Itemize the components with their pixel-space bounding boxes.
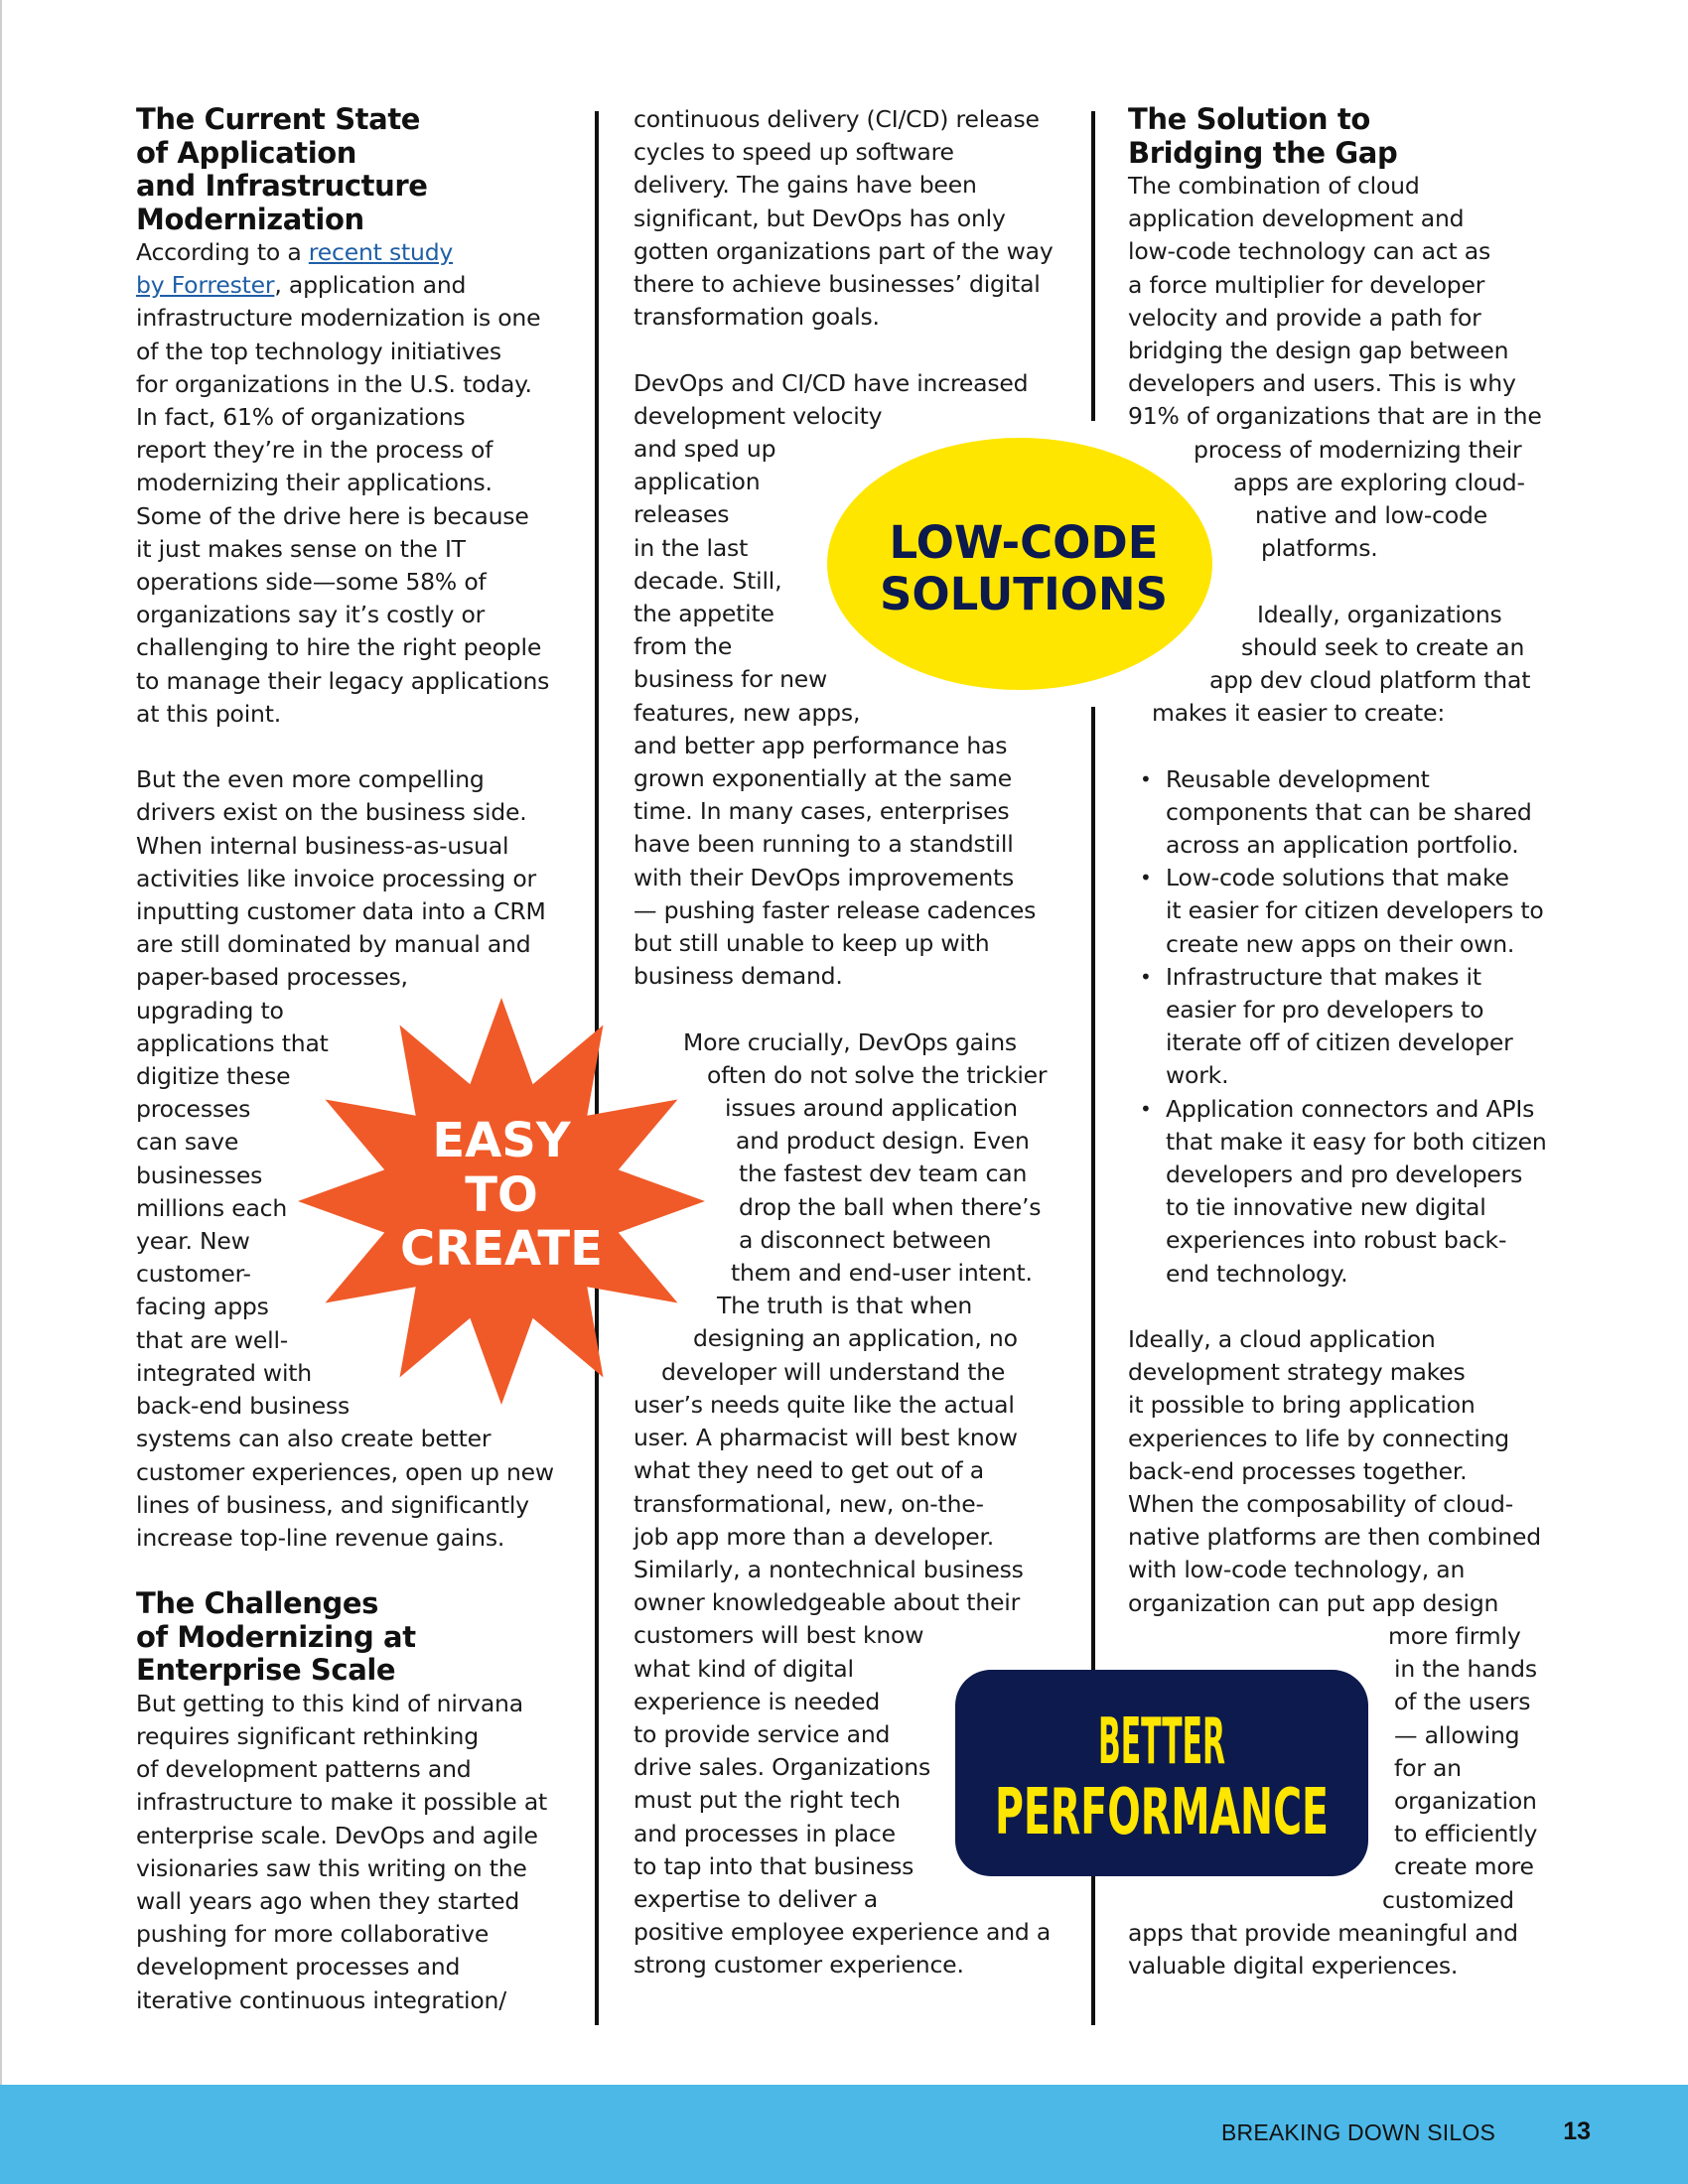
text-line: that make it easy for both citizen: [1166, 1127, 1547, 1156]
text-line: transformation goals.: [633, 303, 880, 332]
text-line: transformational, new, on-the-: [633, 1489, 984, 1518]
text-line: at this point.: [136, 699, 282, 728]
heading-line: Bridging the Gap: [1128, 135, 1398, 170]
page-edge: [0, 0, 2, 2085]
text-line: create new apps on their own.: [1166, 929, 1515, 958]
text-line: iterative continuous integration/: [136, 1985, 506, 2014]
text-line: with their DevOps improvements: [633, 863, 1015, 891]
text-line: and processes in place: [633, 1819, 896, 1847]
text-line: iterate off of citizen developer: [1166, 1028, 1513, 1057]
heading-challenges: [136, 1587, 563, 1688]
badge-line: CREATE: [400, 1221, 603, 1277]
text-line: significant, but DevOps has only: [633, 204, 1006, 232]
text-line: native and low-code: [1255, 501, 1488, 530]
text-line: year. New: [136, 1227, 250, 1256]
heading-line: Modernization: [136, 202, 364, 236]
text-line: — allowing: [1394, 1720, 1520, 1749]
text-line: back-end processes together.: [1128, 1456, 1468, 1485]
text-line: development processes and: [136, 1953, 461, 1981]
text-line: have been running to a standstill: [633, 830, 1014, 859]
paragraph-cicd: [633, 103, 1070, 334]
text-line: customers will best know: [633, 1621, 924, 1650]
text-line: customized: [1382, 1885, 1514, 1914]
text-line: features, new apps,: [633, 698, 861, 727]
text-line: More crucially, DevOps gains: [683, 1027, 1017, 1056]
text-line: must put the right tech: [633, 1786, 901, 1815]
text-line: velocity and provide a path for: [1128, 303, 1481, 332]
list-item: [1128, 862, 1565, 961]
footer-bar: [0, 2085, 1688, 2184]
text-line: bridging the design gap between: [1128, 337, 1509, 365]
text-line: drop the ball when there’s: [739, 1192, 1042, 1221]
text-line: experience is needed: [633, 1687, 881, 1715]
text-line: digitize these: [136, 1062, 291, 1091]
text-line: valuable digital experiences.: [1128, 1951, 1459, 1979]
text-line: increase top-line revenue gains.: [136, 1523, 505, 1552]
text-line: and sped up: [633, 435, 776, 464]
text-line: businesses: [136, 1160, 263, 1189]
text-line: Some of the drive here is because: [136, 501, 529, 530]
text-line: 91% of organizations that are in the: [1128, 402, 1542, 431]
text-line: that are well-: [136, 1325, 289, 1354]
heading-line: and Infrastructure: [136, 169, 428, 203]
text-line: development strategy makes: [1128, 1358, 1466, 1387]
text-line: cycles to speed up software: [633, 138, 954, 167]
text-line: infrastructure to make it possible at: [136, 1788, 548, 1817]
text-line: processes: [136, 1095, 251, 1124]
text-line: but still unable to keep up with: [633, 929, 990, 958]
text-line: apps are exploring cloud-: [1233, 468, 1525, 496]
text-line: the appetite: [633, 600, 774, 628]
text-line: paper-based processes,: [136, 963, 408, 992]
text-line: modernizing their applications.: [136, 469, 492, 497]
paragraph-challenges: [136, 1688, 563, 2017]
text-line: upgrading to: [136, 996, 284, 1024]
badge-line: BETTER: [1098, 1706, 1225, 1779]
publication-title: BREAKING DOWN SILOS: [1220, 2119, 1495, 2145]
forrester-study-link[interactable]: by Forrester: [136, 271, 275, 300]
text-line: When internal business-as-usual: [136, 831, 509, 860]
text-line: of development patterns and: [136, 1755, 472, 1784]
text-line: to tie innovative new digital: [1166, 1193, 1486, 1222]
heading-line: The Solution to: [1128, 102, 1370, 136]
text-line: operations side—some 58% of: [136, 568, 487, 597]
text-line: • Low-code solutions that make: [1166, 864, 1509, 892]
heading-line: of Application: [136, 135, 357, 170]
text-line: lines of business, and significantly: [136, 1490, 529, 1519]
text-line: continuous delivery (CI/CD) release: [633, 105, 1040, 133]
text-line: and product design. Even: [736, 1127, 1030, 1156]
text-line: app dev cloud platform that: [1209, 666, 1531, 695]
text-line: a force multiplier for developer: [1128, 270, 1485, 299]
text-line: the fastest dev team can: [739, 1160, 1028, 1188]
text-line: makes it easier to create:: [1152, 699, 1446, 728]
text-line: for organizations in the U.S. today.: [136, 369, 532, 398]
text-line: activities like invoice processing or: [136, 864, 537, 892]
text-line: organization can put app design: [1128, 1588, 1499, 1617]
text-line: issues around application: [725, 1094, 1018, 1123]
text-line: pushing for more collaborative: [136, 1920, 490, 1949]
heading-line: of Modernizing at: [136, 1619, 416, 1654]
text-line: When the composability of cloud-: [1128, 1490, 1514, 1519]
text-line: visionaries saw this writing on the: [136, 1853, 527, 1882]
text-line: of the users: [1394, 1688, 1531, 1716]
text-line: DevOps and CI/CD have increased: [633, 368, 1029, 397]
text-line: Ideally, organizations: [1257, 600, 1502, 628]
text-line: time. In many cases, enterprises: [633, 797, 1010, 826]
text-line: development velocity: [633, 401, 883, 430]
text-line: more firmly: [1388, 1621, 1521, 1650]
text-line: organizations say it’s costly or: [136, 601, 486, 629]
badge-line: EASY: [432, 1113, 571, 1168]
text-line: work.: [1166, 1061, 1229, 1090]
paragraph-strategy: [1128, 1323, 1565, 1982]
text-line: in the hands: [1394, 1655, 1537, 1684]
text-line: The combination of cloud: [1128, 172, 1420, 200]
text-line: what kind of digital: [633, 1654, 854, 1683]
text-line: applications that: [136, 1028, 329, 1057]
text-line: can save: [136, 1128, 239, 1157]
text-line: what they need to get out of a: [633, 1456, 984, 1485]
page-number: 13: [1563, 2117, 1591, 2145]
column-divider: [1091, 111, 1095, 421]
heading-line: The Challenges: [136, 1586, 378, 1621]
text-line: it just makes sense on the IT: [136, 534, 466, 563]
text-line: are still dominated by manual and: [136, 930, 531, 959]
bullet-list: [1128, 763, 1565, 1291]
text-line: low-code technology can act as: [1128, 237, 1491, 266]
text-line: gotten organizations part of the way: [633, 236, 1054, 265]
text-line: apps that provide meaningful and: [1128, 1918, 1518, 1947]
text-line: systems can also create better: [136, 1425, 492, 1453]
text-line: user. A pharmacist will best know: [633, 1424, 1018, 1452]
text-line: — pushing faster release cadences: [633, 895, 1037, 924]
text-line: The truth is that when: [717, 1292, 973, 1320]
text-line: developers and pro developers: [1166, 1160, 1523, 1189]
text-line: requires significant rethinking: [136, 1722, 479, 1750]
text-line: challenging to hire the right people: [136, 633, 542, 662]
text-line: drive sales. Organizations: [633, 1753, 931, 1782]
text-line: components that can be shared: [1166, 797, 1532, 826]
text-line: experiences into robust back-: [1166, 1226, 1507, 1255]
text-line: across an application portfolio.: [1166, 831, 1519, 860]
heading-line: Enterprise Scale: [136, 1653, 396, 1688]
text-fragment: , application and: [274, 271, 467, 300]
text-line: user’s needs quite like the actual: [633, 1390, 1015, 1419]
text-line: there to achieve businesses’ digital: [633, 270, 1041, 299]
text-line: owner knowledgeable about their: [633, 1588, 1021, 1617]
list-item: [1128, 1093, 1565, 1291]
text-line: for an: [1394, 1753, 1462, 1782]
badge-line: TO: [465, 1167, 538, 1223]
text-line: application: [633, 468, 761, 496]
text-line: with low-code technology, an: [1128, 1556, 1466, 1584]
heading-current-state: [136, 103, 563, 236]
text-line: application development and: [1128, 205, 1465, 233]
forrester-study-link[interactable]: recent study: [308, 238, 454, 266]
text-line: grown exponentially at the same: [633, 764, 1013, 793]
text-line: wall years ago when they started: [136, 1887, 520, 1916]
list-item: [1128, 763, 1565, 863]
text-line: Ideally, a cloud application: [1128, 1325, 1436, 1354]
text-line: to efficiently: [1394, 1820, 1538, 1848]
text-line: often do not solve the trickier: [707, 1060, 1048, 1089]
text-line: strong customer experience.: [633, 1951, 964, 1979]
low-code-solutions-badge: [826, 437, 1213, 691]
text-line: to provide service and: [633, 1719, 891, 1748]
text-line: organization: [1394, 1786, 1537, 1815]
text-line: infrastructure modernization is one: [136, 304, 541, 333]
text-line: back-end business: [136, 1392, 351, 1421]
text-line: native platforms are then combined: [1128, 1523, 1541, 1552]
text-line: experiences to life by connecting: [1128, 1424, 1509, 1452]
badge-line: PERFORMANCE: [995, 1776, 1329, 1849]
text-line: [136, 269, 563, 302]
text-line: and better app performance has: [633, 731, 1008, 759]
text-line: easier for pro developers to: [1166, 996, 1484, 1024]
text-line: of the top technology initiatives: [136, 337, 501, 365]
text-line: platforms.: [1261, 534, 1378, 563]
text-line: delivery. The gains have been: [633, 171, 977, 200]
text-line: in the last: [633, 533, 749, 562]
better-performance-badge: [955, 1670, 1368, 1876]
text-line: millions each: [136, 1193, 288, 1222]
text-line: integrated with: [136, 1358, 312, 1387]
text-line: end technology.: [1166, 1259, 1348, 1288]
text-line: business demand.: [633, 962, 843, 991]
text-line: job app more than a developer.: [633, 1522, 995, 1551]
heading-line: The Current State: [136, 102, 421, 136]
text-line: • Application connectors and APIs: [1166, 1094, 1535, 1123]
text-line: to tap into that business: [633, 1851, 914, 1880]
text-line: But the even more compelling: [136, 765, 485, 794]
text-line: from the: [633, 632, 733, 661]
text-line: developer will understand the: [661, 1357, 1006, 1386]
text-fragment: According to a: [136, 238, 309, 266]
text-line: expertise to deliver a: [633, 1884, 878, 1913]
text-line: But getting to this kind of nirvana: [136, 1689, 523, 1717]
list-item: [1128, 961, 1565, 1093]
easy-to-create-starburst: [298, 993, 705, 1410]
text-line: business for new: [633, 665, 828, 694]
text-line: inputting customer data into a CRM: [136, 897, 546, 926]
badge-line: LOW-CODE: [889, 516, 1159, 569]
text-line: enterprise scale. DevOps and agile: [136, 1821, 538, 1849]
text-line: • Reusable development: [1166, 764, 1430, 793]
text-line: process of modernizing their: [1194, 435, 1522, 464]
text-line: In fact, 61% of organizations: [136, 403, 466, 432]
text-line: • Infrastructure that makes it: [1166, 962, 1481, 991]
text-line: should seek to create an: [1241, 632, 1525, 661]
text-line: developers and users. This is why: [1128, 369, 1516, 398]
text-line: customer experiences, open up new: [136, 1457, 554, 1486]
text-line: drivers exist on the business side.: [136, 798, 527, 827]
text-line: [136, 236, 563, 269]
text-line: customer-: [136, 1260, 251, 1289]
text-line: releases: [633, 500, 730, 529]
heading-solution: [1128, 103, 1565, 170]
text-line: it easier for citizen developers to: [1166, 896, 1544, 925]
text-line: designing an application, no: [693, 1324, 1018, 1353]
text-line: a disconnect between: [739, 1225, 992, 1254]
text-line: Similarly, a nontechnical business: [633, 1555, 1024, 1583]
text-line: them and end-user intent.: [731, 1259, 1033, 1288]
text-line: to manage their legacy applications: [136, 666, 550, 695]
paragraph-intro: [136, 236, 563, 731]
text-line: decade. Still,: [633, 566, 782, 595]
text-line: it possible to bring application: [1128, 1391, 1476, 1420]
text-line: report they’re in the process of: [136, 436, 493, 465]
badge-line: SOLUTIONS: [879, 568, 1169, 620]
text-line: create more: [1394, 1852, 1534, 1881]
text-line: facing apps: [136, 1293, 269, 1321]
text-line: positive employee experience and a: [633, 1918, 1052, 1947]
